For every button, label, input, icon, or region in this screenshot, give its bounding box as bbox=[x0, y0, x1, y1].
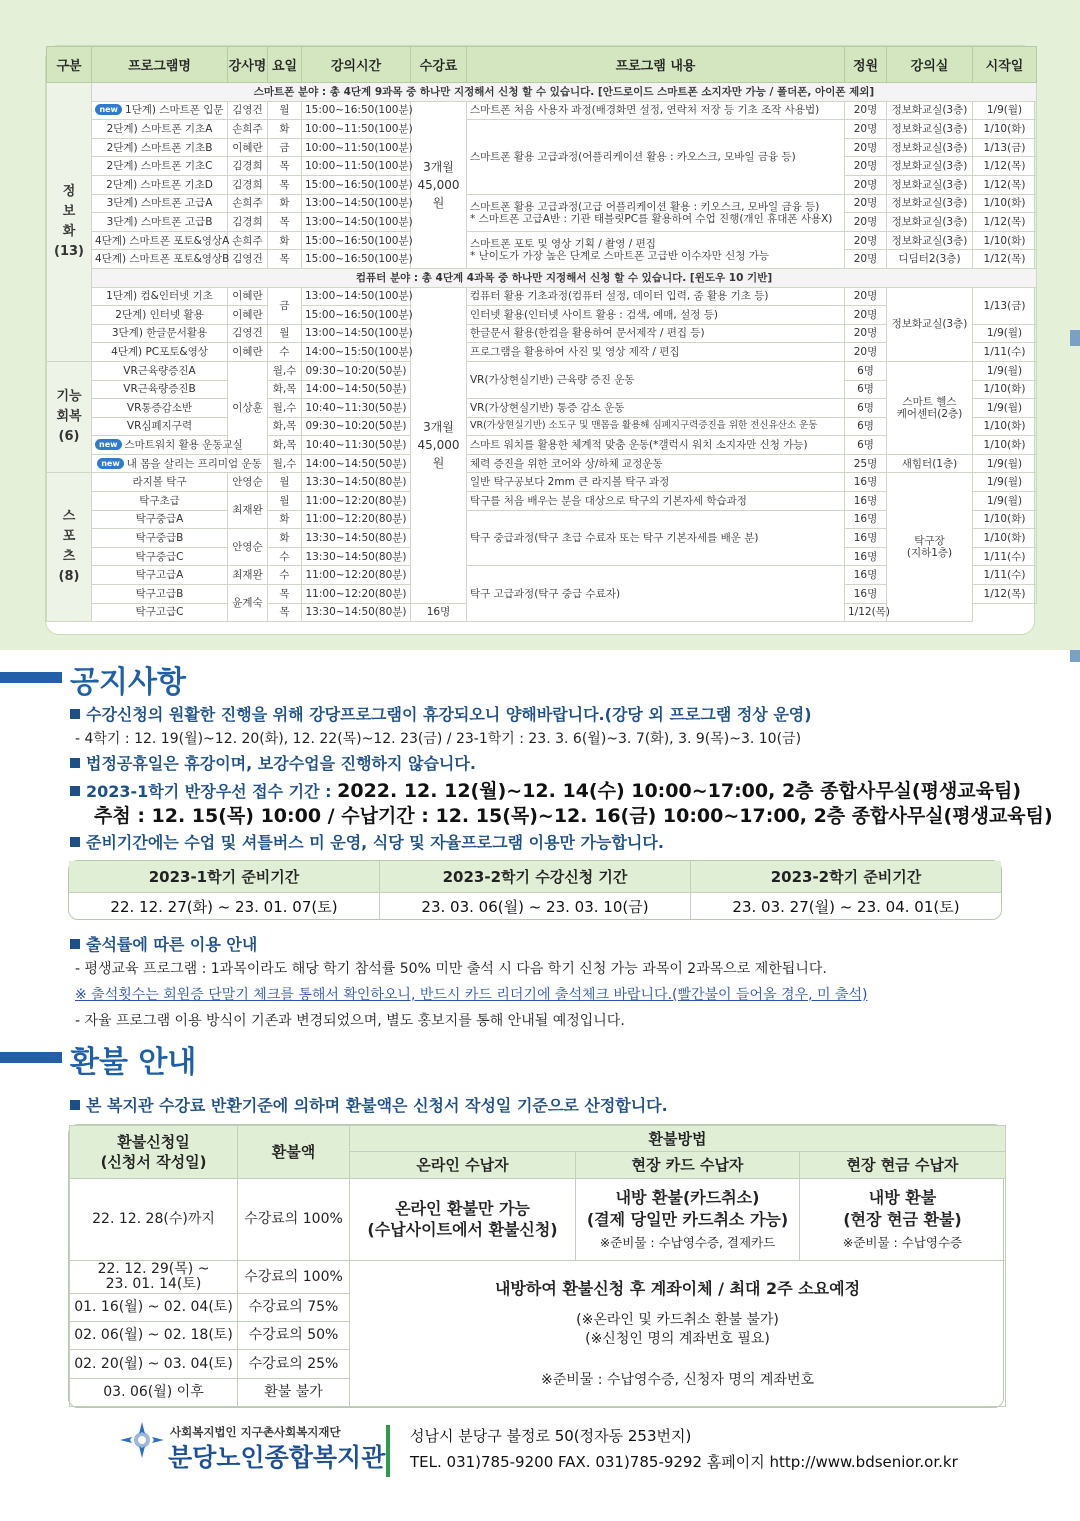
time: 13:00~14:50(100분) bbox=[302, 213, 411, 232]
program-name: 탁구고급B bbox=[92, 585, 228, 604]
edge-marker bbox=[1070, 650, 1080, 662]
attendance-detail: - 평생교육 프로그램 : 1과목이라도 해당 학기 참석률 50% 미만 출석 시 다음 학기 신청 가능 과목이 2과목으로 제한됩니다. bbox=[75, 961, 827, 977]
new-badge: new bbox=[95, 439, 122, 450]
header-date: 환불신청일 (신청서 작성일) bbox=[70, 1126, 238, 1179]
room: 탁구장 (지하1층) bbox=[887, 473, 973, 622]
room: 정보화교실(3층) bbox=[887, 287, 973, 361]
header-amount: 환불액 bbox=[238, 1126, 350, 1179]
start-date: 1/12(목) bbox=[973, 250, 1037, 269]
teacher: 이혜란 bbox=[228, 343, 268, 362]
start-date: 1/9(월) bbox=[973, 492, 1037, 511]
contact: TEL. 031)785-9200 FAX. 031)785-9292 홈페이지 http://www.bdsenior.or.kr bbox=[410, 1453, 958, 1471]
program-name: 라지볼 탁구 bbox=[92, 473, 228, 492]
day: 화 bbox=[268, 529, 302, 548]
capacity: 20명 bbox=[845, 157, 887, 176]
category-info: 정 보 화 (13) bbox=[47, 83, 92, 362]
time: 09:30~10:20(50분) bbox=[302, 361, 411, 380]
time: 13:30~14:50(80분) bbox=[302, 529, 411, 548]
program-name: VR심폐지구력 bbox=[92, 417, 228, 436]
capacity: 16명 bbox=[845, 473, 887, 492]
capacity: 6명 bbox=[845, 417, 887, 436]
refund-amount: 수강료의 75% bbox=[238, 1293, 350, 1321]
org-name: 분당노인종합복지관 bbox=[168, 1443, 386, 1472]
start-date: 1/10(화) bbox=[973, 510, 1037, 529]
computer-note: 컴퓨터 분야 : 총 4단계 4과목 중 하나만 지정해서 신청 할 수 있습니다. [윈도우 10 기반] bbox=[92, 268, 1037, 287]
notice-bullet: 준비기간에는 수업 및 셔틀버스 미 운영, 식당 및 자율프로그램 이용만 가능합니다. bbox=[70, 830, 664, 853]
teacher: 손희주 bbox=[228, 120, 268, 139]
capacity: 20명 bbox=[845, 324, 887, 343]
day: 금 bbox=[268, 138, 302, 157]
capacity: 16명 bbox=[845, 547, 887, 566]
content: 탁구 중급과정(탁구 초급 수료자 또는 탁구 기본자세를 배운 분) bbox=[467, 510, 845, 566]
time: 10:40~11:30(50분) bbox=[302, 436, 411, 455]
col-header: 구분 bbox=[47, 47, 92, 83]
day: 월 bbox=[268, 324, 302, 343]
capacity: 20명 bbox=[845, 194, 887, 213]
start-date: 1/9(월) bbox=[973, 361, 1037, 380]
program-name: 3단계) 스마트폰 고급A bbox=[92, 194, 228, 213]
capacity: 20명 bbox=[845, 343, 887, 362]
col-header: 시작일 bbox=[973, 47, 1037, 83]
refund-date: 01. 16(월) ~ 02. 04(토) bbox=[70, 1293, 238, 1321]
capacity: 20명 bbox=[845, 101, 887, 120]
capacity: 20명 bbox=[845, 175, 887, 194]
program-name: new 1단계) 스마트폰 입문 bbox=[92, 101, 228, 120]
program-name: 탁구중급C bbox=[92, 547, 228, 566]
time: 13:30~14:50(80분) bbox=[302, 603, 411, 622]
program-name: VR통증감소반 bbox=[92, 399, 228, 418]
day: 월 bbox=[268, 492, 302, 511]
lottery-info: 추첨 : 12. 15(목) 10:00 / 수납기간 : 12. 15(목)~12. 16(금) 10:00~17:00, 2층 종합사무실(평생교육팀) bbox=[94, 805, 1053, 827]
teacher: 최재완 bbox=[228, 492, 268, 529]
day: 목 bbox=[268, 603, 302, 622]
refund-amount: 수강료의 25% bbox=[238, 1350, 350, 1378]
col-header: 강사명 bbox=[228, 47, 268, 83]
program-name: 2단계) 스마트폰 기초B bbox=[92, 138, 228, 157]
fee: 3개월 45,000원 bbox=[411, 287, 467, 603]
refund-date: 02. 06(월) ~ 02. 18(토) bbox=[70, 1322, 238, 1350]
notice-bullet: 법정공휴일은 휴강이며, 보강수업을 진행하지 않습니다. bbox=[70, 751, 476, 774]
refund-title: 환불 안내 bbox=[70, 1045, 197, 1080]
time: 10:00~11:50(100분) bbox=[302, 138, 411, 157]
capacity: 16명 bbox=[845, 492, 887, 511]
refund-date: 22. 12. 29(목) ~ 23. 01. 14(토) bbox=[70, 1261, 238, 1293]
time: 15:00~16:50(100분) bbox=[302, 231, 411, 250]
table-row bbox=[47, 120, 1037, 139]
table-row bbox=[47, 473, 1037, 492]
day: 화 bbox=[268, 120, 302, 139]
start-date: 1/9(월) bbox=[973, 324, 1037, 343]
day: 목 bbox=[268, 250, 302, 269]
teacher: 손희주 bbox=[228, 231, 268, 250]
teacher: 김경희 bbox=[228, 213, 268, 232]
refund-date: 03. 06(월) 이후 bbox=[70, 1378, 238, 1406]
header-cash: 현장 현금 수납자 bbox=[800, 1152, 1006, 1178]
program-name: 탁구중급A bbox=[92, 510, 228, 529]
period-value: 23. 03. 06(월) ~ 23. 03. 10(금) bbox=[421, 897, 649, 916]
start-date: 1/9(월) bbox=[973, 454, 1037, 473]
time: 09:30~10:20(50분) bbox=[302, 417, 411, 436]
teacher: 안영순 bbox=[228, 529, 268, 566]
refund-amount: 수강료의 100% bbox=[238, 1178, 350, 1261]
day: 수 bbox=[268, 566, 302, 585]
category-sports: 스 포 츠 (8) bbox=[47, 473, 92, 622]
start-date: 1/9(월) bbox=[973, 473, 1037, 492]
attendance-warning: ※ 출석횟수는 회원증 단말기 체크를 통해서 확인하오니, 반드시 카드 리더기에 출석체크 바랍니다.(빨간불이 들어올 경우, 미 출석) bbox=[75, 987, 868, 1003]
time: 11:00~12:20(80분) bbox=[302, 566, 411, 585]
notice-bullet: 2023-1학기 반장우선 접수 기간 : 2022. 12. 12(월)~12. 14(수) 10:00~17:00, 2층 종합사무실(평생교육팀) bbox=[70, 776, 1021, 803]
capacity: 20명 bbox=[845, 306, 887, 325]
content: 인터넷 활용(인터넷 사이트 활용 : 검색, 예매, 설정 등) bbox=[467, 306, 845, 325]
schedule-table bbox=[46, 46, 1037, 622]
content: VR(가상현실기반) 통증 감소 운동 bbox=[467, 399, 845, 418]
time: 11:00~12:20(80분) bbox=[302, 510, 411, 529]
room: 정보화교실(3층) bbox=[887, 231, 973, 250]
refund-amount: 수강료의 50% bbox=[238, 1322, 350, 1350]
capacity: 6명 bbox=[845, 380, 887, 399]
program-name: 탁구고급A bbox=[92, 566, 228, 585]
col-header: 프로그램명 bbox=[92, 47, 228, 83]
program-name: new 내 몸을 살리는 프리미엄 운동 bbox=[92, 454, 268, 473]
day: 목 bbox=[268, 213, 302, 232]
start-date: 1/9(월) bbox=[973, 399, 1037, 418]
category-rehab: 기능 회복 (6) bbox=[47, 361, 92, 473]
col-header: 강의시간 bbox=[302, 47, 411, 83]
capacity: 6명 bbox=[845, 399, 887, 418]
day: 화,목 bbox=[268, 417, 302, 436]
start-date: 1/10(화) bbox=[973, 231, 1037, 250]
teacher: 최재완 bbox=[228, 566, 268, 585]
content: 스마트폰 활용 고급과정(어플리케이션 활용 : 카오스크, 모바일 금융 등) bbox=[467, 120, 845, 194]
day: 화 bbox=[268, 231, 302, 250]
program-name: VR근육량증진B bbox=[92, 380, 228, 399]
card-method: 내방 환불(카드취소) (결제 당일만 카드취소 가능) ※준비물 : 수납영수증, 결제카드 bbox=[576, 1178, 800, 1261]
notice-bullet: 수강신청의 원활한 진행을 위해 강당프로그램이 휴강되오니 양해바랍니다.(강당 외 프로그램 정상 운영) bbox=[70, 702, 812, 725]
teacher: 김영건 bbox=[228, 250, 268, 269]
notice-detail: - 4학기 : 12. 19(월)~12. 20(화), 12. 22(목)~12. 23(금) / 23-1학기 : 23. 3. 6(월)~3. 7(화), 3. 9(목)~3. 10(금) bbox=[75, 731, 802, 747]
new-badge: new bbox=[97, 458, 124, 469]
col-header: 강의실 bbox=[887, 47, 973, 83]
content: 컴퓨터 활용 기초과정(컴퓨터 설정, 데이터 입력, 줌 활용 기초 등) bbox=[467, 287, 845, 306]
teacher: 김경희 bbox=[228, 157, 268, 176]
day: 목 bbox=[268, 585, 302, 604]
bank-transfer-method: 내방하여 환불신청 후 계좌이체 / 최대 2주 소요예정 (※온라인 및 카드취소 환불 불가) (※신청인 명의 계좌번호 필요) ※준비물 : 수납영수증, 신청자 명의 계좌번호 bbox=[350, 1261, 1006, 1407]
start-date: 1/10(화) bbox=[973, 436, 1037, 455]
program-name: 탁구고급C bbox=[92, 603, 228, 622]
program-name: 4단계) 스마트폰 포토&영상A bbox=[92, 231, 228, 250]
room: 정보화교실(3층) bbox=[887, 120, 973, 139]
start-date: 1/9(월) bbox=[973, 101, 1037, 120]
start-date: 1/10(화) bbox=[973, 194, 1037, 213]
time: 10:40~11:30(50분) bbox=[302, 399, 411, 418]
square-bullet-icon bbox=[70, 939, 80, 949]
teacher: 이혜란 bbox=[228, 287, 268, 306]
square-bullet-icon bbox=[70, 786, 80, 796]
program-name: 탁구초급 bbox=[92, 492, 228, 511]
content: 스마트 워치를 활용한 체계적 맞춤 운동(*갤럭시 워치 소지자만 신청 가능) bbox=[467, 436, 845, 455]
capacity: 20명 bbox=[845, 231, 887, 250]
room: 디딤터2(3층) bbox=[887, 250, 973, 269]
content: 스마트폰 포토 및 영상 기획 / 촬영 / 편집 * 난이도가 가장 높은 단계로 스마트폰 고급반 이수자만 신청 가능 bbox=[467, 231, 845, 268]
header-online: 온라인 수납자 bbox=[350, 1152, 576, 1178]
time: 13:30~14:50(80분) bbox=[302, 473, 411, 492]
program-name: 2단계) 인터넷 활용 bbox=[92, 306, 228, 325]
time: 10:00~11:50(100분) bbox=[302, 157, 411, 176]
capacity: 16명 bbox=[411, 603, 467, 622]
start-date: 1/11(수) bbox=[973, 566, 1037, 585]
room: 스마트 헬스 케어센터(2층) bbox=[887, 361, 973, 454]
table-row bbox=[70, 1178, 1006, 1261]
program-name: 4단계) PC포토&영상 bbox=[92, 343, 228, 362]
capacity: 16명 bbox=[845, 529, 887, 548]
start-date: 1/12(목) bbox=[973, 585, 1037, 604]
content: 일반 탁구공보다 2mm 큰 라지볼 탁구 과정 bbox=[467, 473, 845, 492]
foundation-name: 사회복지법인 지구촌사회복지재단 bbox=[170, 1425, 341, 1439]
program-name: 3단계) 스마트폰 고급B bbox=[92, 213, 228, 232]
day: 수 bbox=[268, 343, 302, 362]
content: 탁구 고급과정(탁구 중급 수료자) bbox=[467, 566, 845, 622]
table-row bbox=[70, 1261, 1006, 1293]
smartphone-note: 스마트폰 분야 : 총 4단계 9과목 중 하나만 지정해서 신청 할 수 있습니다. [안드로이드 스마트폰 소지자만 가능 / 폴더폰, 아이폰 제외] bbox=[92, 83, 1037, 102]
table-row bbox=[47, 454, 1037, 473]
capacity: 20명 bbox=[845, 213, 887, 232]
teacher: 김영건 bbox=[228, 101, 268, 120]
capacity: 6명 bbox=[845, 436, 887, 455]
refund-date: 02. 20(월) ~ 03. 04(토) bbox=[70, 1350, 238, 1378]
period-value: 23. 03. 27(월) ~ 23. 04. 01(토) bbox=[732, 897, 960, 916]
time: 11:00~12:20(80분) bbox=[302, 492, 411, 511]
start-date: 1/13(금) bbox=[973, 138, 1037, 157]
capacity: 20명 bbox=[845, 120, 887, 139]
capacity: 16명 bbox=[845, 510, 887, 529]
room: 정보화교실(3층) bbox=[887, 157, 973, 176]
content: 한글문서 활용(한컴을 활용하여 문서제작 / 편집 등) bbox=[467, 324, 845, 343]
room: 정보화교실(3층) bbox=[887, 101, 973, 120]
content: VR(가상현실기반) 근육량 증진 운동 bbox=[467, 361, 845, 398]
period-column bbox=[69, 861, 380, 919]
footer-divider bbox=[386, 1425, 390, 1477]
day: 목 bbox=[268, 175, 302, 194]
refund-bullet: 본 복지관 수강료 반환기준에 의하며 환불액은 신청서 작성일 기준으로 산정합니다. bbox=[70, 1093, 668, 1116]
start-date: 1/12(목) bbox=[845, 603, 887, 622]
content: 탁구를 처음 배우는 분을 대상으로 탁구의 기본자세 학습과정 bbox=[467, 492, 845, 511]
time: 15:00~16:50(100분) bbox=[302, 101, 411, 120]
refund-amount: 수강료의 100% bbox=[238, 1261, 350, 1293]
day: 화,목 bbox=[268, 436, 302, 455]
day: 화 bbox=[268, 510, 302, 529]
program-name: 1단계) 컴&인터넷 기초 bbox=[92, 287, 228, 306]
col-header: 프로그램 내용 bbox=[467, 47, 845, 83]
capacity: 20명 bbox=[845, 250, 887, 269]
program-name: VR근육량증진A bbox=[92, 361, 228, 380]
time: 10:00~11:50(100분) bbox=[302, 120, 411, 139]
refund-amount: 환불 불가 bbox=[238, 1378, 350, 1406]
time: 13:30~14:50(80분) bbox=[302, 547, 411, 566]
time: 15:00~16:50(100분) bbox=[302, 250, 411, 269]
teacher: 김영건 bbox=[228, 324, 268, 343]
day: 월,수 bbox=[268, 399, 302, 418]
online-method: 온라인 환불만 가능 (수납사이트에서 환불신청) bbox=[350, 1178, 576, 1261]
start-date: 1/10(화) bbox=[973, 120, 1037, 139]
room: 정보화교실(3층) bbox=[887, 213, 973, 232]
program-name: new 스마트워치 활용 운동교실 bbox=[92, 436, 228, 455]
time: 15:00~16:50(100분) bbox=[302, 306, 411, 325]
teacher: 안영순 bbox=[228, 473, 268, 492]
new-badge: new bbox=[95, 104, 122, 115]
period-table bbox=[68, 860, 1002, 920]
start-date: 1/12(목) bbox=[973, 213, 1037, 232]
time: 15:00~16:50(100분) bbox=[302, 175, 411, 194]
table-row bbox=[47, 101, 1037, 120]
program-name: 탁구중급B bbox=[92, 529, 228, 548]
time: 14:00~14:50(50분) bbox=[302, 380, 411, 399]
day: 수 bbox=[268, 547, 302, 566]
time: 11:00~12:20(80분) bbox=[302, 585, 411, 604]
address: 성남시 분당구 불정로 50(정자동 253번지) bbox=[410, 1427, 692, 1445]
col-header: 요일 bbox=[268, 47, 302, 83]
table-row bbox=[47, 361, 1037, 380]
section-marker bbox=[0, 1052, 62, 1063]
start-date: 1/12(목) bbox=[973, 157, 1037, 176]
table-row bbox=[47, 287, 1037, 306]
capacity: 6명 bbox=[845, 361, 887, 380]
square-bullet-icon bbox=[70, 709, 80, 719]
notice-title: 공지사항 bbox=[70, 665, 186, 700]
start-date: 1/12(목) bbox=[973, 175, 1037, 194]
program-name: 2단계) 스마트폰 기초A bbox=[92, 120, 228, 139]
content: VR(가상현실기반) 소도구 및 맨몸을 활용해 심폐지구력증진을 위한 전신유산소 운동 bbox=[467, 417, 845, 436]
teacher: 이혜란 bbox=[228, 306, 268, 325]
fee: 3개월 45,000원 bbox=[411, 101, 467, 268]
period-label: 2023-1학기 준비기간 bbox=[69, 861, 379, 893]
capacity: 16명 bbox=[845, 566, 887, 585]
day: 월 bbox=[268, 473, 302, 492]
capacity: 16명 bbox=[845, 585, 887, 604]
square-bullet-icon bbox=[70, 1100, 80, 1110]
start-date: 1/11(수) bbox=[973, 343, 1037, 362]
capacity: 20명 bbox=[845, 287, 887, 306]
start-date: 1/10(화) bbox=[973, 529, 1037, 548]
time: 13:00~14:50(100분) bbox=[302, 194, 411, 213]
schedule-header-row bbox=[47, 47, 1037, 83]
day: 월 bbox=[268, 101, 302, 120]
self-program-note: - 자율 프로그램 이용 방식이 기존과 변경되었으며, 별도 홍보지를 통해 안내될 예정입니다. bbox=[75, 1013, 625, 1029]
day: 화 bbox=[268, 194, 302, 213]
table-row bbox=[47, 194, 1037, 213]
period-value: 22. 12. 27(화) ~ 23. 01. 07(토) bbox=[110, 897, 338, 916]
day: 목 bbox=[268, 157, 302, 176]
square-bullet-icon bbox=[70, 837, 80, 847]
square-bullet-icon bbox=[70, 758, 80, 768]
section-marker bbox=[0, 672, 62, 683]
time: 13:00~14:50(100분) bbox=[302, 324, 411, 343]
day: 월,수 bbox=[268, 454, 302, 473]
start-date: 1/13(금) bbox=[973, 287, 1037, 324]
content: 스마트폰 처음 사용자 과정(배경화면 설정, 연락처 저장 등 기초 조작 사용법) bbox=[467, 101, 845, 120]
program-name: 2단계) 스마트폰 기초C bbox=[92, 157, 228, 176]
header-method: 환불방법 bbox=[350, 1126, 1006, 1152]
period-label: 2023-2학기 수강신청 기간 bbox=[380, 861, 690, 893]
program-name: 3단계) 한글문서활용 bbox=[92, 324, 228, 343]
teacher: 이상훈 bbox=[228, 361, 268, 454]
col-header: 수강료 bbox=[411, 47, 467, 83]
period-label: 2023-2학기 준비기간 bbox=[691, 861, 1001, 893]
period-column bbox=[691, 861, 1001, 919]
program-schedule bbox=[45, 45, 1035, 635]
edge-marker bbox=[1070, 330, 1080, 346]
room: 새힘터(1층) bbox=[887, 454, 973, 473]
start-date: 1/11(수) bbox=[973, 547, 1037, 566]
refund-table bbox=[68, 1124, 1004, 1408]
start-date: 1/10(화) bbox=[973, 380, 1037, 399]
content: 프로그램을 활용하여 사진 및 영상 제작 / 편집 bbox=[467, 343, 845, 362]
cash-method: 내방 환불 (현장 현금 환불) ※준비물 : 수납영수증 bbox=[800, 1178, 1006, 1261]
notice-bullet: 출석률에 따른 이용 안내 bbox=[70, 932, 257, 955]
room: 정보화교실(3층) bbox=[887, 175, 973, 194]
col-header: 정원 bbox=[845, 47, 887, 83]
day: 화,목 bbox=[268, 380, 302, 399]
content: 체력 증진을 위한 코어와 상/하체 교정운동 bbox=[467, 454, 845, 473]
day: 금 bbox=[268, 287, 302, 324]
refund-date: 22. 12. 28(수)까지 bbox=[70, 1178, 238, 1261]
period-column bbox=[380, 861, 691, 919]
program-name: 4단계) 스마트폰 포토&영상B bbox=[92, 250, 228, 269]
room: 정보화교실(3층) bbox=[887, 138, 973, 157]
capacity: 20명 bbox=[845, 138, 887, 157]
content: 스마트폰 활용 고급과정(고급 어플리케이션 활용 : 키오스크, 모바일 금융 등) * 스마트폰 고급A반 : 기관 태블릿PC를 활용하여 수업 진행(개인 휴대폰 사용X) bbox=[467, 194, 845, 231]
time: 14:00~14:50(50분) bbox=[302, 454, 411, 473]
teacher: 손희주 bbox=[228, 194, 268, 213]
day: 월,수 bbox=[268, 361, 302, 380]
time: 13:00~14:50(100분) bbox=[302, 287, 411, 306]
teacher: 김경희 bbox=[228, 175, 268, 194]
teacher: 윤계숙 bbox=[228, 585, 268, 622]
capacity: 25명 bbox=[845, 454, 887, 473]
time: 14:00~15:50(100분) bbox=[302, 343, 411, 362]
program-name: 2단계) 스마트폰 기초D bbox=[92, 175, 228, 194]
header-card: 현장 카드 수납자 bbox=[576, 1152, 800, 1178]
table-row bbox=[47, 231, 1037, 250]
org-logo-icon bbox=[118, 1420, 166, 1464]
room: 정보화교실(3층) bbox=[887, 194, 973, 213]
start-date: 1/10(화) bbox=[973, 417, 1037, 436]
teacher: 이혜란 bbox=[228, 138, 268, 157]
